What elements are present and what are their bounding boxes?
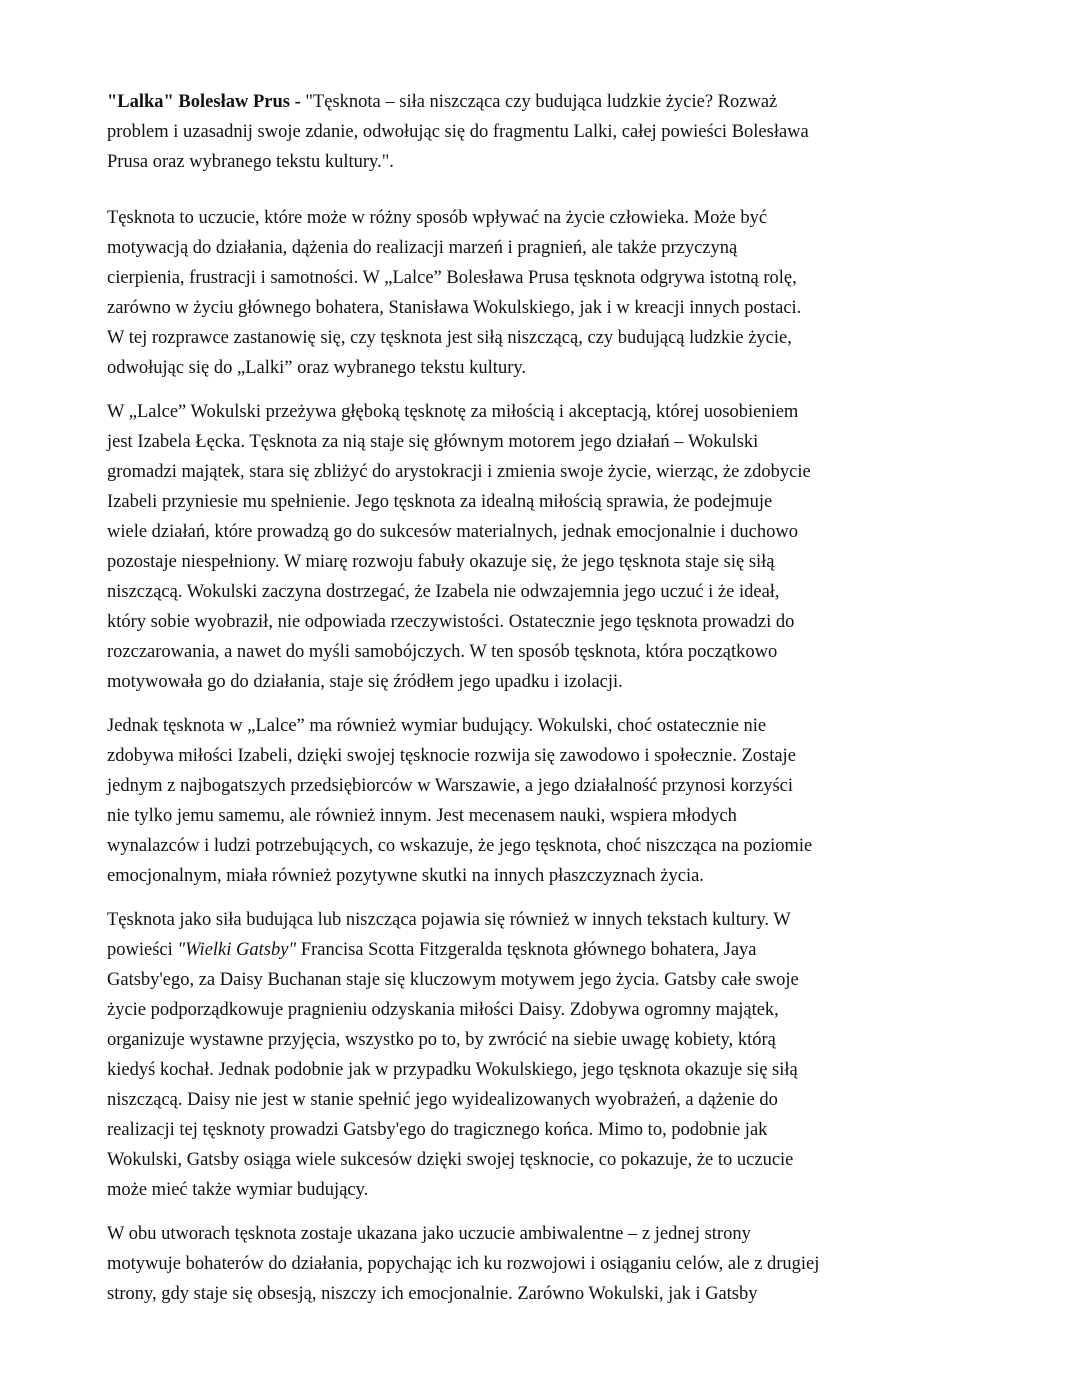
paragraph <box>107 203 987 383</box>
text-line: nie tylko jemu samemu, ale również innym. Jest mecenasem nauki, wspiera młodych <box>107 806 737 826</box>
text-line: Gatsby'ego, za Daisy Buchanan staje się kluczowym motywem jego życia. Gatsby całe swoje <box>107 970 799 990</box>
paragraph-gatsby: Tęsknota jako siła budująca lub niszcząca pojawia się również w innych tekstach kultury. W powieści "Wielki Gatsby" Francisa Scotta Fitzgeralda tęsknota głównego bohatera, Jaya Gatsby'ego, za Daisy Buchanan staje się kluczowym motywem jego życia. Gatsby całe swoje życie podporządkowuje pragnieniu odzyskania miłości Daisy. Zdobywa ogromny majątek, organizuje wystawne przyjęcia, wszystko po to, by zwrócić na siebie uwagę kobiety, którą kiedyś kochał. Jednak podobnie jak w przypadku Wokulskiego, jego tęsknota okazuje się siłą niszczącą. Daisy nie jest w stanie spełnić jego wyidealizowanych wyobrażeń, a dążenie do realizacji tej tęsknoty prowadzi Gatsby'ego do tragicznego końca. Mimo to, podobnie jak Wokulski, Gatsby osiąga wiele sukcesów dzięki swojej tęsknocie, co pokazuje, że to uczucie może mieć także wymiar budujący. <box>107 905 987 1205</box>
text-line: niszczącą. Wokulski zaczyna dostrzegać, że Izabela nie odwzajemnia jego uczuć i że ideał, <box>107 582 780 602</box>
text-line: rozczarowania, a nawet do myśli samobójczych. W ten sposób tęsknota, która początkowo <box>107 642 778 662</box>
text-line: W obu utworach tęsknota zostaje ukazana jako uczucie ambiwalentne – z jednej strony <box>107 1224 751 1244</box>
text-line: motywuje bohaterów do działania, popychając ich ku rozwojowi i osiąganiu celów, ale z drugiej <box>107 1254 820 1274</box>
text-line: W tej rozprawce zastanowię się, czy tęsknota jest siłą niszczącą, czy budującą ludzkie życie, <box>107 328 792 348</box>
text-line: motywacją do działania, dążenia do realizacji marzeń i pragnień, ale także przyczyną <box>107 238 738 258</box>
text-line: odwołując się do „Lalki” oraz wybranego tekstu kultury. <box>107 358 527 378</box>
text-line: wiele działań, które prowadzą go do sukcesów materialnych, jednak emocjonalnie i duchowo <box>107 522 798 542</box>
paragraph <box>107 711 987 891</box>
text-line: zdobywa miłości Izabeli, dzięki swojej tęsknocie rozwija się zawodowo i społecznie. Zostaje <box>107 746 796 766</box>
text-line: cierpienia, frustracji i samotności. W „Lalce” Bolesława Prusa tęsknota odgrywa istotną rolę, <box>107 268 797 288</box>
paragraph-conclusion <box>107 1219 987 1309</box>
text-line: Tęsknota to uczucie, które może w różny sposób wpływać na życie człowieka. Może być <box>107 208 768 228</box>
text-line: gromadzi majątek, stara się zbliżyć do arystokracji i zmienia swoje życie, wierząc, że zdobycie <box>107 462 811 482</box>
document-page <box>107 87 987 1323</box>
book-title: "Wielki Gatsby" <box>177 940 297 960</box>
paragraph <box>107 397 987 697</box>
text-line: wynalazców i ludzi potrzebujących, co wskazuje, że jego tęsknota, choć niszcząca na poziomie <box>107 836 813 856</box>
text-line: emocjonalnym, miała również pozytywne skutki na innych płaszczyznach życia. <box>107 866 704 886</box>
text-line: który sobie wyobraził, nie odpowiada rzeczywistości. Ostatecznie jego tęsknota prowadzi do <box>107 612 795 632</box>
text-line: organizuje wystawne przyjęcia, wszystko po to, by zwrócić na siebie uwagę kobiety, którą <box>107 1030 776 1050</box>
text-line: motywowała go do działania, staje się źródłem jego upadku i izolacji. <box>107 672 623 692</box>
text-line: kiedyś kochał. Jednak podobnie jak w przypadku Wokulskiego, jego tęsknota okazuje się siłą <box>107 1060 798 1080</box>
text-line: życie podporządkowuje pragnieniu odzyskania miłości Daisy. Zdobywa ogromny majątek, <box>107 1000 779 1020</box>
text-line: jednym z najbogatszych przedsiębiorców w Warszawie, a jego działalność przynosi korzyści <box>107 776 794 796</box>
document-title: "Lalka" Bolesław Prus - "Tęsknota – siła niszcząca czy budująca ludzkie życie? Rozważ problem i uzasadnij swoje zdanie, odwołując się do fragmentu Lalki, całej powieści Bolesława Prusa oraz wybranego tekstu kultury.". <box>107 92 809 172</box>
text-line: realizacji tej tęsknoty prowadzi Gatsby'ego do tragicznego końca. Mimo to, podobnie jak <box>107 1120 768 1140</box>
text-line: Wokulski, Gatsby osiąga wiele sukcesów dzięki swojej tęsknocie, co pokazuje, że to uczucie <box>107 1150 794 1170</box>
text-line: zarówno w życiu głównego bohatera, Stanisława Wokulskiego, jak i w kreacji innych postaci. <box>107 298 802 318</box>
text-line: W „Lalce” Wokulski przeżywa głęboką tęsknotę za miłością i akceptacją, której uosobieniem <box>107 402 799 422</box>
text-line: może mieć także wymiar budujący. <box>107 1180 369 1200</box>
title-bold: "Lalka" Bolesław Prus - <box>107 92 306 112</box>
text-line: Jednak tęsknota w „Lalce” ma również wymiar budujący. Wokulski, choć ostatecznie nie <box>107 716 767 736</box>
text-line: pozostaje niespełniony. W miarę rozwoju fabuły okazuje się, że jego tęsknota staje się siłą <box>107 552 775 572</box>
text-line: Izabeli przyniesie mu spełnienie. Jego tęsknota za idealną miłością sprawia, że podejmuje <box>107 492 773 512</box>
text-line: jest Izabela Łęcka. Tęsknota za nią staje się głównym motorem jego działań – Wokulski <box>107 432 759 452</box>
text-line: strony, gdy staje się obsesją, niszczy ich emocjonalnie. Zarówno Wokulski, jak i Gatsby <box>107 1284 758 1304</box>
text-line: niszczącą. Daisy nie jest w stanie spełnić jego wyidealizowanych wyobrażeń, a dążenie do <box>107 1090 778 1110</box>
